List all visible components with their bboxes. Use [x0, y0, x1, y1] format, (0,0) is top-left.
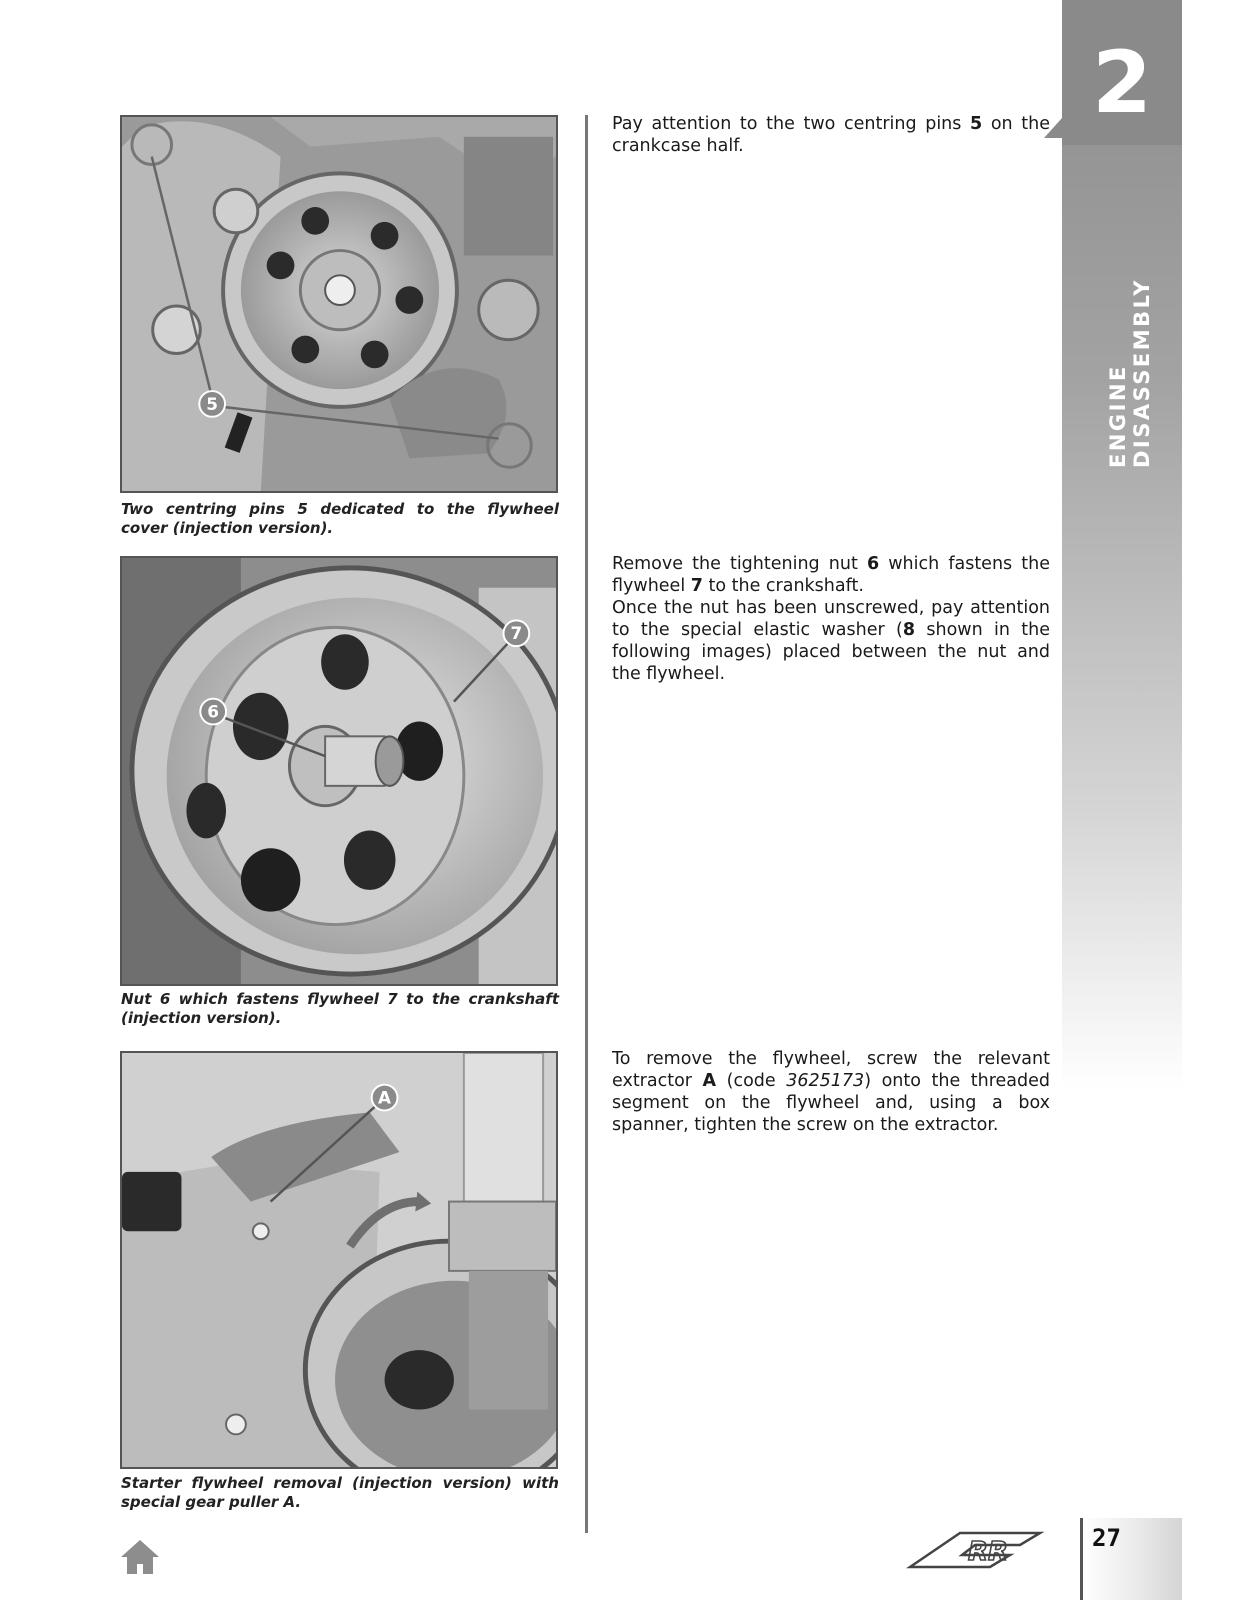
gear-puller-illustration: [122, 1053, 556, 1467]
text-fragment: which fastens the flywheel: [612, 554, 1050, 596]
flywheel-nut-photo: [120, 556, 558, 986]
chapter-title: ENGINE DISASSEMBLY: [1106, 278, 1154, 468]
chapter-side-tab: [1062, 0, 1182, 1090]
callout-a: A: [378, 1087, 392, 1108]
text-fragment: Remove the tightening nut: [612, 554, 867, 574]
flywheel-removal-photo: [120, 1051, 558, 1469]
rr-logo: [900, 1527, 1050, 1579]
section-text: [612, 113, 1050, 157]
callout-7: 7: [510, 623, 523, 644]
photo-caption: Starter flywheel removal (injection version) with special gear puller A.: [121, 1474, 559, 1511]
callout-6: 6: [207, 701, 220, 722]
reference-number: 6: [866, 554, 880, 574]
chapter-number: 2: [1092, 33, 1152, 133]
centring-pins-photo: [120, 115, 558, 493]
text-fragment: Once the nut has been unscrewed, pay attention to the special elastic washer (: [612, 598, 1050, 640]
text-fragment: to the crankshaft.: [702, 576, 864, 596]
home-icon[interactable]: [119, 1538, 161, 1576]
tool-code: 3625173: [786, 1071, 865, 1091]
reference-letter: A: [702, 1071, 717, 1091]
text-fragment: ) onto the threaded segment on the flywheel and, using a box spanner, tighten the screw on the extractor.: [612, 1071, 1051, 1135]
reference-number: 5: [970, 114, 983, 134]
text-fragment: shown in the following images) placed between the nut and the flywheel.: [612, 620, 1051, 684]
column-divider: [585, 115, 588, 1533]
reference-number: 7: [690, 576, 703, 596]
page-number-divider: [1080, 1518, 1083, 1600]
engine-cover-illustration: [122, 117, 556, 491]
photo-caption: Nut 6 which fastens flywheel 7 to the crankshaft (injection version).: [121, 990, 559, 1027]
flywheel-illustration: [122, 558, 556, 984]
text-fragment: on the crankcase half.: [612, 114, 1050, 156]
text-fragment: (code: [716, 1071, 787, 1091]
text-fragment: Pay attention to the two centring pins: [612, 114, 971, 134]
photo-caption: Two centring pins 5 dedicated to the flywheel cover (injection version).: [121, 500, 559, 537]
text-fragment: To remove the flywheel, screw the relevant extractor: [612, 1049, 1050, 1091]
callout-5: 5: [206, 393, 219, 414]
page-number: 27: [1092, 1524, 1121, 1552]
reference-number: 8: [902, 620, 916, 640]
section-text: [612, 1048, 1050, 1136]
logo-text: RR: [968, 1537, 1009, 1567]
section-text: [612, 553, 1050, 685]
